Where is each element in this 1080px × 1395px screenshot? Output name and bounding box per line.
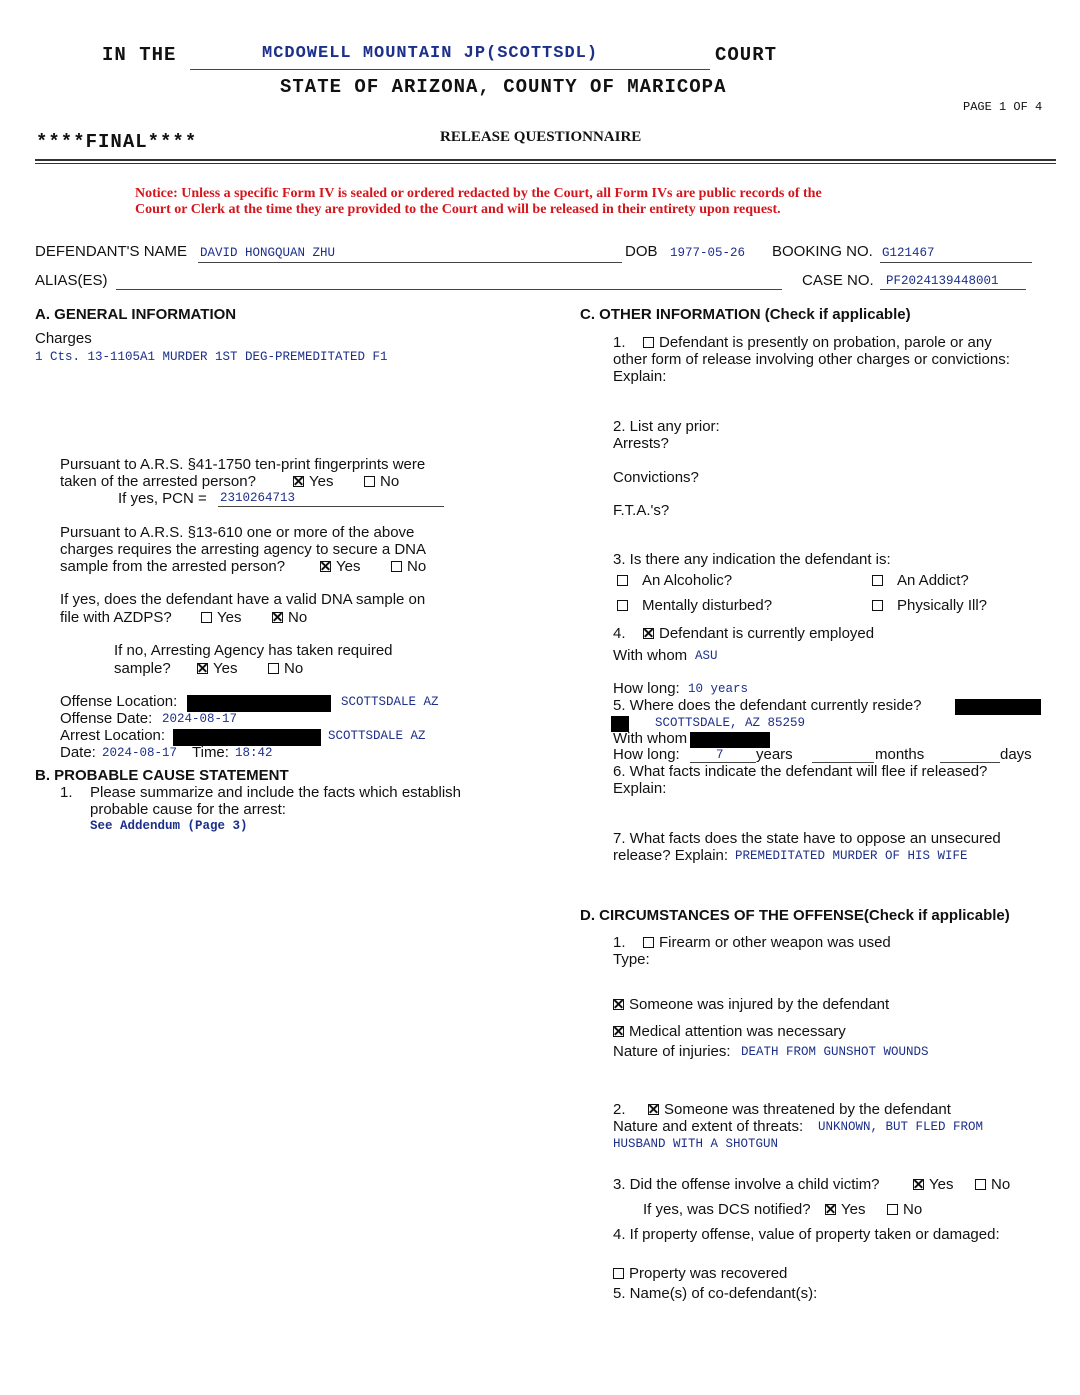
checkbox-checked-icon — [613, 1026, 624, 1037]
c-q2-fta: F.T.A.'s? — [613, 502, 670, 519]
d-injuries-label: Nature of injuries: — [613, 1043, 731, 1060]
pcn-value: 2310264713 — [220, 491, 296, 505]
addendum-reference: See Addendum (Page 3) — [90, 819, 248, 833]
c-q2-convictions: Convictions? — [613, 469, 699, 486]
d-injured-label: Someone was injured by the defendant — [629, 996, 890, 1013]
form-title: RELEASE QUESTIONNAIRE — [440, 129, 642, 145]
valid-dna-no[interactable] — [272, 609, 307, 626]
defendant-name-underline — [198, 262, 622, 263]
arrest-date-label: Date: — [60, 744, 96, 761]
c-q1-explain: Explain: — [613, 368, 667, 385]
page-number: PAGE 1 OF 4 — [963, 100, 1043, 114]
booking-label: BOOKING NO. — [772, 243, 873, 260]
c-q2-arrests: Arrests? — [613, 435, 669, 452]
agency-q-line-1: If no, Arresting Agency has taken required — [114, 642, 393, 659]
divider-bottom — [35, 163, 1056, 164]
d-q2-number: 2. — [613, 1101, 626, 1118]
c-q3-physical-label: Physically Ill? — [897, 597, 988, 614]
c-q7-answer: PREMEDITATED MURDER OF HIS WIFE — [735, 849, 968, 863]
section-b-title: B. PROBABLE CAUSE STATEMENT — [35, 767, 289, 784]
checkbox-empty-icon — [364, 476, 375, 487]
d-medical-label: Medical attention was necessary — [629, 1023, 846, 1040]
d-dcs-yes[interactable] — [825, 1201, 865, 1218]
charges-label: Charges — [35, 330, 92, 347]
agency-no-label: No — [284, 660, 304, 677]
valid-dna-yes-label: Yes — [217, 609, 242, 626]
c-q3-addict[interactable] — [872, 572, 969, 589]
arrest-time-label: Time: — [192, 744, 229, 761]
redaction-bar — [955, 699, 1041, 715]
checkbox-empty-icon — [872, 575, 883, 586]
dna-q-line-3: sample from the arrested person? — [60, 558, 286, 575]
checkbox-empty-icon — [643, 937, 654, 948]
c-q3-alcoholic[interactable] — [617, 572, 732, 589]
c-q4-employed[interactable] — [643, 625, 874, 642]
offense-location-value: SCOTTSDALE AZ — [341, 695, 439, 709]
dna-yes-label: Yes — [336, 558, 361, 575]
c-q5-with-whom-label: With whom — [613, 730, 688, 747]
checkbox-checked-icon — [293, 476, 304, 487]
redaction-bar — [187, 695, 331, 712]
d-q3-yes[interactable] — [913, 1176, 953, 1193]
d-threats-value-1: UNKNOWN, BUT FLED FROM — [818, 1120, 984, 1134]
d-recovered-label: Property was recovered — [629, 1265, 788, 1282]
fingerprint-q-line-1: Pursuant to A.R.S. §41-1750 ten-print fingerprints were — [60, 456, 426, 473]
dob-value: 1977-05-26 — [670, 246, 746, 260]
d-q3-no[interactable] — [975, 1176, 1010, 1193]
notice-line-1: Notice: Unless a specific Form IV is sealed or ordered redacted by the Court, all Form IVs are public records of the — [135, 186, 822, 201]
pc-q1-number: 1. — [60, 784, 73, 801]
alias-label: ALIAS(ES) — [35, 272, 108, 289]
dna-no[interactable] — [391, 558, 426, 575]
agency-yes[interactable] — [197, 660, 237, 677]
court-label: COURT — [715, 44, 778, 66]
c-q4-employed-label: Defendant is currently employed — [659, 625, 875, 642]
alias-underline — [116, 289, 782, 290]
d-q1-firearm-label: Firearm or other weapon was used — [659, 934, 891, 951]
checkbox-empty-icon — [617, 600, 628, 611]
in-the-label: IN THE — [102, 44, 177, 66]
checkbox-checked-icon — [648, 1104, 659, 1115]
checkbox-empty-icon — [975, 1179, 986, 1190]
section-d-title: D. CIRCUMSTANCES OF THE OFFENSE(Check if applicable) — [580, 907, 1010, 924]
fingerprint-no[interactable] — [364, 473, 399, 490]
c-q4-employer: ASU — [695, 649, 718, 663]
checkbox-empty-icon — [617, 575, 628, 586]
pcn-label: If yes, PCN = — [118, 490, 207, 507]
section-c-title: C. OTHER INFORMATION (Check if applicable) — [580, 306, 911, 323]
divider-top — [35, 159, 1056, 161]
d-q5-codefendants: 5. Name(s) of co-defendant(s): — [613, 1285, 818, 1302]
valid-dna-yes[interactable] — [201, 609, 241, 626]
pc-q1-line-2: probable cause for the arrest: — [90, 801, 286, 818]
c-q1-line-2: other form of release involving other charges or convictions: — [613, 351, 1010, 368]
dna-q-line-2: charges requires the arresting agency to secure a DNA — [60, 541, 427, 558]
checkbox-empty-icon — [201, 612, 212, 623]
checkbox-checked-icon — [825, 1204, 836, 1215]
d-q4-property: 4. If property offense, value of property taken or damaged: — [613, 1226, 1000, 1243]
d-dcs-no[interactable] — [887, 1201, 922, 1218]
c-q3-indication: 3. Is there any indication the defendant is: — [613, 551, 891, 568]
fingerprint-q-line-2: taken of the arrested person? — [60, 473, 256, 490]
c-q7-line-1: 7. What facts does the state have to oppose an unsecured — [613, 830, 1001, 847]
fingerprint-no-label: No — [380, 473, 400, 490]
c-q5-how-long-label: How long: — [613, 746, 680, 763]
d-dcs-yes-label: Yes — [841, 1201, 866, 1218]
checkbox-checked-icon — [197, 663, 208, 674]
defendant-name: DAVID HONGQUAN ZHU — [200, 246, 336, 260]
d-medical[interactable] — [613, 1023, 846, 1040]
checkbox-checked-icon — [272, 612, 283, 623]
defendant-name-label: DEFENDANT'S NAME — [35, 243, 188, 260]
d-q2-threatened[interactable] — [648, 1101, 951, 1118]
checkbox-empty-icon — [887, 1204, 898, 1215]
arrest-location-value: SCOTTSDALE AZ — [328, 729, 426, 743]
booking-underline — [880, 262, 1032, 263]
pcn-underline — [218, 506, 444, 507]
checkbox-checked-icon — [613, 999, 624, 1010]
d-q3-yes-label: Yes — [929, 1176, 954, 1193]
agency-no[interactable] — [268, 660, 303, 677]
charge-1: 1 Cts. 13-1105A1 MURDER 1ST DEG-PREMEDITATED F1 — [35, 350, 388, 364]
c-q2-prior: 2. List any prior: — [613, 418, 720, 435]
valid-dna-q-line-2: file with AZDPS? — [60, 609, 172, 626]
notice-line-2: Court or Clerk at the time they are provided to the Court and will be released in their entirety upon request. — [135, 202, 781, 217]
pc-q1-line-1: Please summarize and include the facts which establish — [90, 784, 462, 801]
d-injured[interactable] — [613, 996, 889, 1013]
d-q3-no-label: No — [991, 1176, 1011, 1193]
c-q4-how-long-value: 10 years — [688, 682, 749, 696]
c-q5-years-value: 7 — [716, 748, 724, 762]
c-q3-alcoholic-label: An Alcoholic? — [642, 572, 733, 589]
c-q5-months-label: months — [875, 746, 925, 763]
d-q1-type-label: Type: — [613, 951, 650, 968]
checkbox-checked-icon — [320, 561, 331, 572]
c-q5-years-label: years — [756, 746, 793, 763]
d-dcs-no-label: No — [903, 1201, 923, 1218]
d-q1-number: 1. — [613, 934, 626, 951]
checkbox-empty-icon — [872, 600, 883, 611]
offense-date-label: Offense Date: — [60, 710, 153, 727]
final-stamp: ****FINAL**** — [36, 131, 198, 153]
arrest-time-value: 18:42 — [235, 746, 273, 760]
c-q5-days-label: days — [1000, 746, 1032, 763]
dna-yes[interactable] — [320, 558, 360, 575]
c-q5-residence-q: 5. Where does the defendant currently reside? — [613, 697, 922, 714]
dna-q-line-1: Pursuant to A.R.S. §13-610 one or more of the above — [60, 524, 415, 541]
offense-date-value: 2024-08-17 — [162, 712, 238, 726]
case-value: PF2024139448001 — [886, 274, 999, 288]
checkbox-checked-icon — [643, 628, 654, 639]
d-dcs-q: If yes, was DCS notified? — [643, 1201, 811, 1218]
valid-dna-q-line-1: If yes, does the defendant have a valid DNA sample on — [60, 591, 426, 608]
fingerprint-yes-label: Yes — [309, 473, 334, 490]
arrest-date-value: 2024-08-17 — [102, 746, 178, 760]
section-a-title: A. GENERAL INFORMATION — [35, 306, 237, 323]
c-q4-with-whom-label: With whom — [613, 647, 688, 664]
c-q3-mental-label: Mentally disturbed? — [642, 597, 773, 614]
agency-q-line-2: sample? — [114, 660, 171, 677]
court-name: MCDOWELL MOUNTAIN JP(SCOTTSDL) — [262, 44, 599, 63]
arrest-location-label: Arrest Location: — [60, 727, 166, 744]
c-q3-mental[interactable] — [617, 597, 772, 614]
case-label: CASE NO. — [802, 272, 874, 289]
checkbox-checked-icon — [913, 1179, 924, 1190]
fingerprint-yes[interactable] — [293, 473, 333, 490]
dob-label: DOB — [625, 243, 658, 260]
c-q6-explain: Explain: — [613, 780, 667, 797]
c-q6-flee: 6. What facts indicate the defendant will flee if released? — [613, 763, 988, 780]
booking-value: G121467 — [882, 246, 935, 260]
c-q4-how-long-label: How long: — [613, 680, 680, 697]
agency-yes-label: Yes — [213, 660, 238, 677]
c-q5-residence: SCOTTSDALE, AZ 85259 — [655, 716, 806, 730]
c-q1-number: 1. — [613, 334, 626, 351]
checkbox-empty-icon — [613, 1268, 624, 1279]
c-q3-physical[interactable] — [872, 597, 987, 614]
d-injuries-value: DEATH FROM GUNSHOT WOUNDS — [741, 1045, 929, 1059]
c-q3-addict-label: An Addict? — [897, 572, 969, 589]
d-q1-firearm[interactable] — [643, 934, 891, 951]
state-county: STATE OF ARIZONA, COUNTY OF MARICOPA — [280, 76, 727, 98]
checkbox-empty-icon — [643, 337, 654, 348]
checkbox-empty-icon — [268, 663, 279, 674]
d-threats-label: Nature and extent of threats: — [613, 1118, 804, 1135]
c-q4-number: 4. — [613, 625, 626, 642]
valid-dna-no-label: No — [288, 609, 308, 626]
d-q3-child: 3. Did the offense involve a child victim? — [613, 1176, 880, 1193]
checkbox-empty-icon — [391, 561, 402, 572]
d-recovered[interactable] — [613, 1265, 787, 1282]
case-underline — [880, 289, 1026, 290]
d-threats-value-2: HUSBAND WITH A SHOTGUN — [613, 1137, 779, 1151]
c-q1-line-1: Defendant is presently on probation, parole or any — [659, 334, 992, 351]
c-q1-probation[interactable] — [643, 334, 992, 351]
c-q7-line-2: release? Explain: — [613, 847, 729, 864]
court-name-underline — [190, 69, 710, 70]
d-q2-threatened-label: Someone was threatened by the defendant — [664, 1101, 951, 1118]
dna-no-label: No — [407, 558, 427, 575]
offense-location-label: Offense Location: — [60, 693, 178, 710]
